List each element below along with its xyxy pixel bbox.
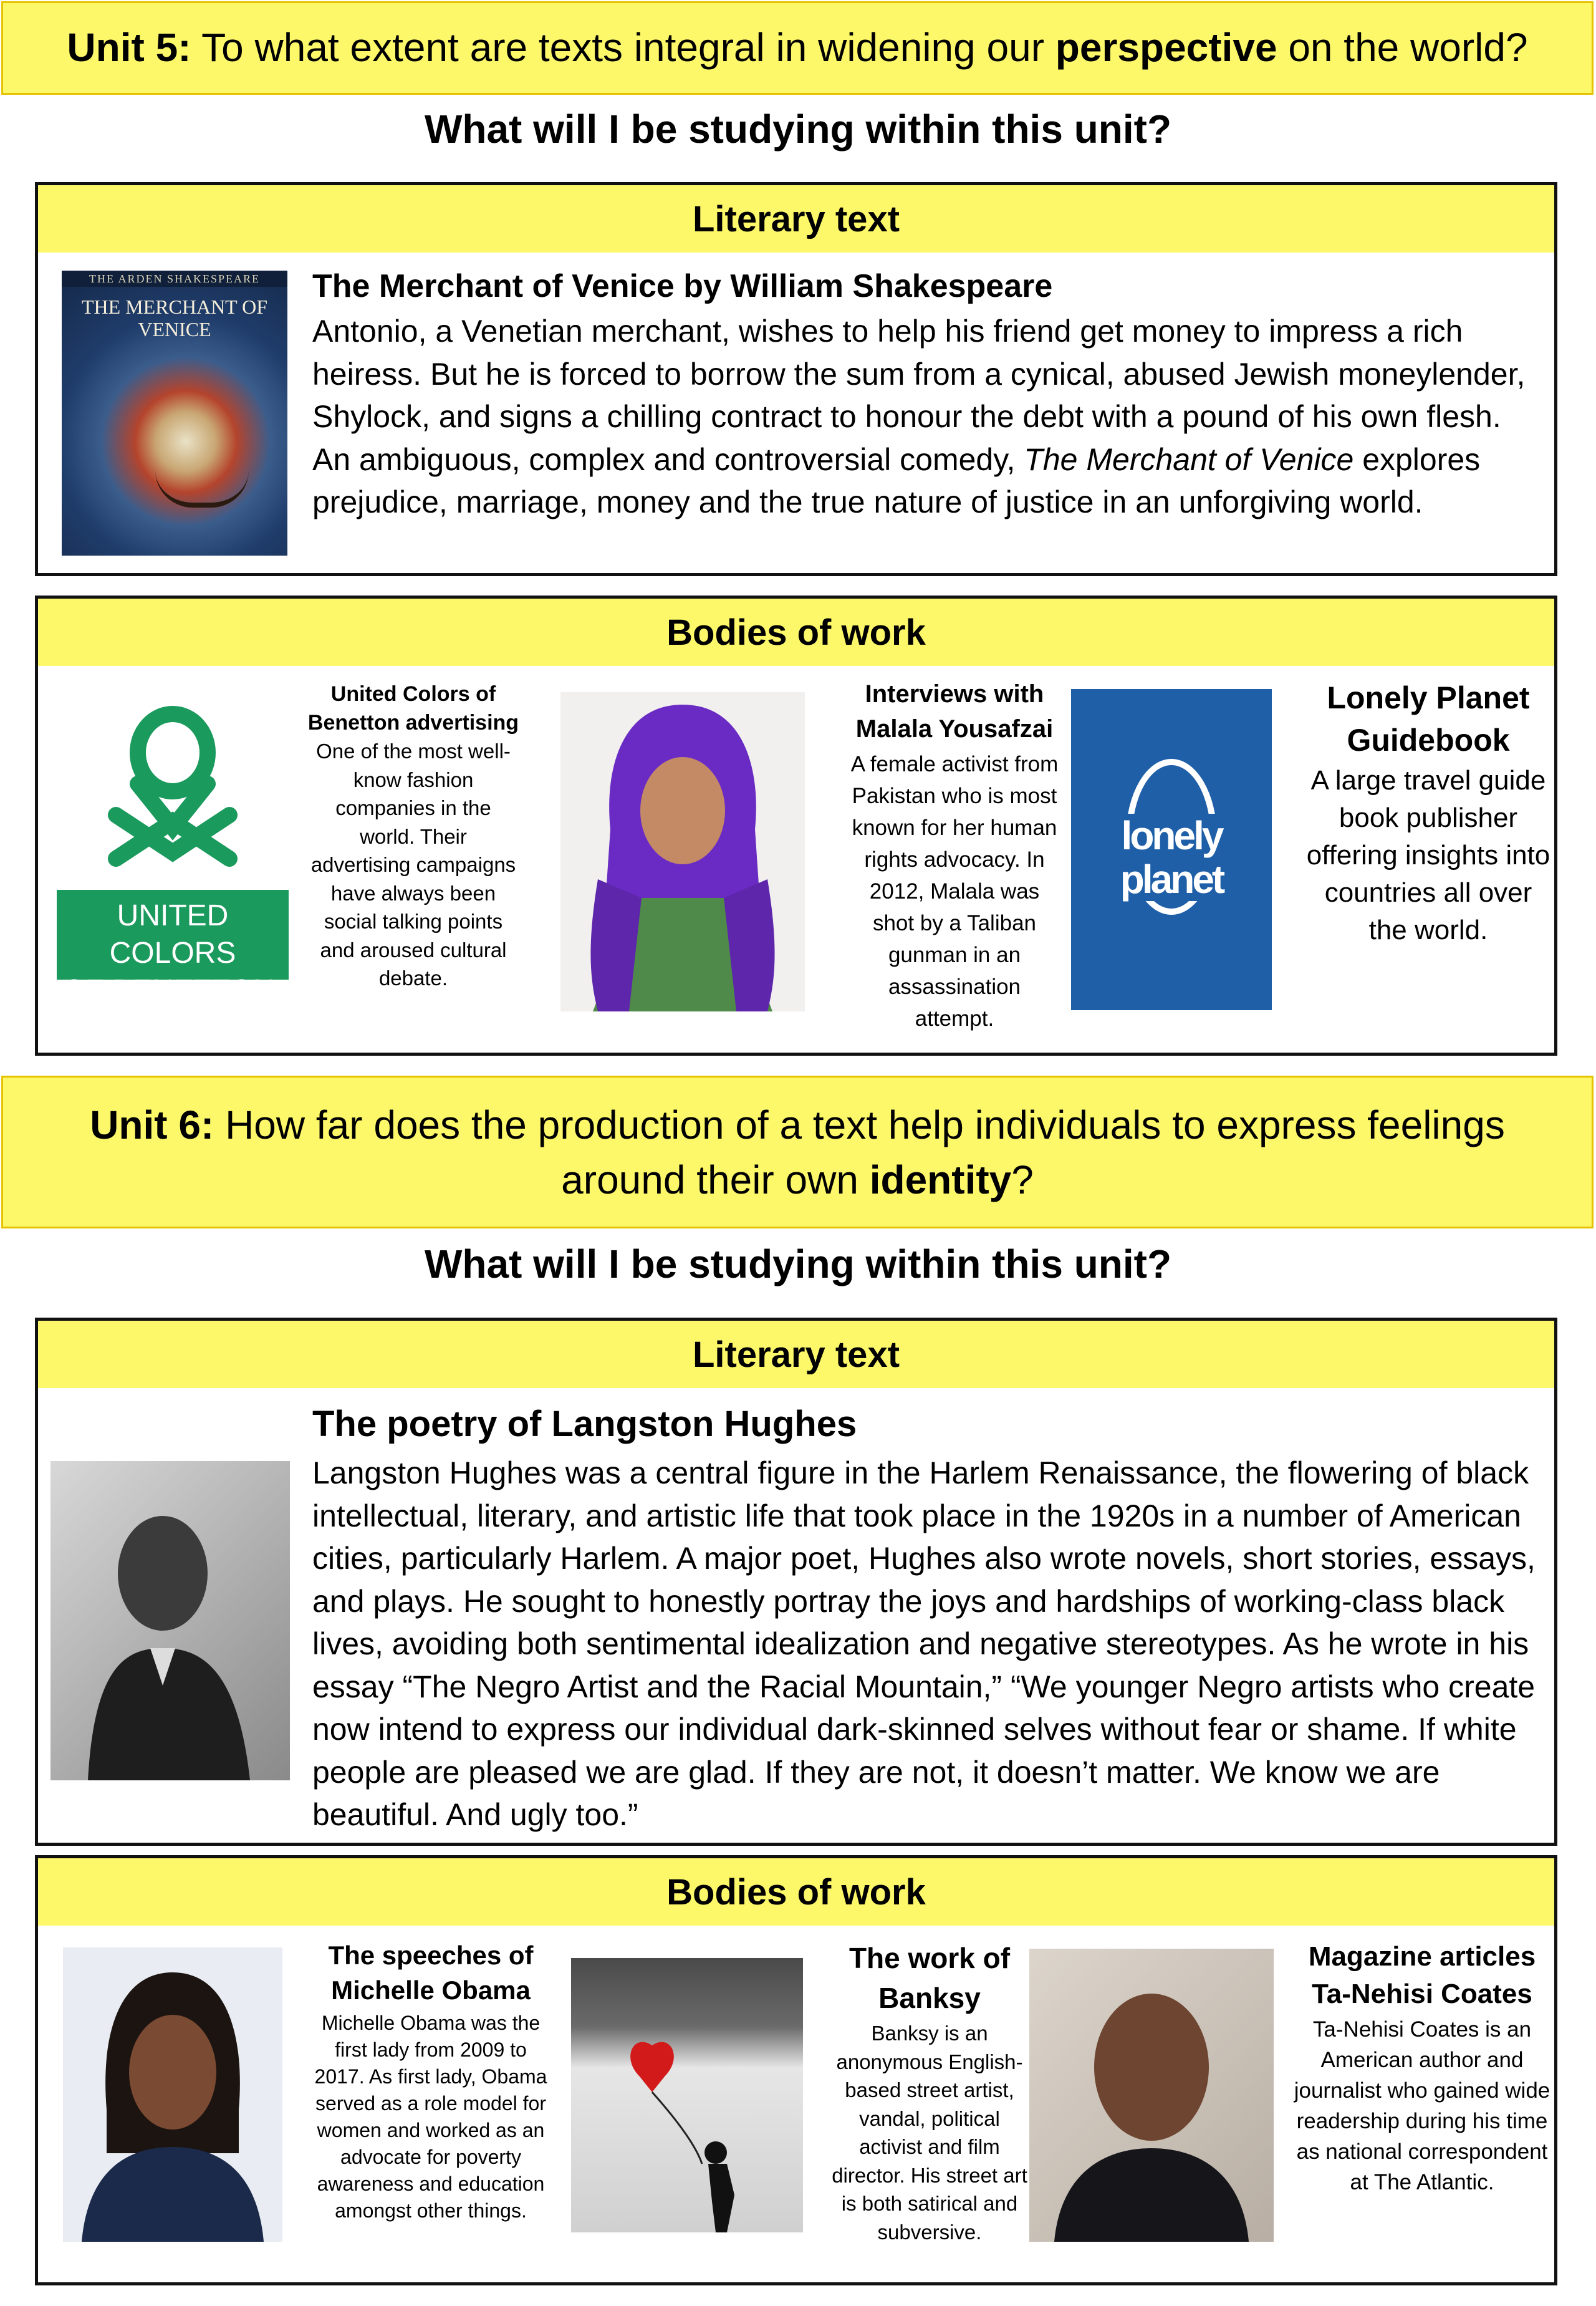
unit-6-literary-title: The poetry of Langston Hughes [312,1404,857,1444]
langston-hughes-photo [50,1461,290,1780]
unit-6-question-post: ? [1011,1157,1034,1202]
michelle-obama-description: Michelle Obama was the first lady from 2009 to 2017. As first lady, Obama served as a role model for women and worked as an advocate for poverty awareness and education amongst other things. [314,2012,547,2222]
unit-6-banner [1,1076,1594,1228]
michelle-obama-portrait-icon [63,1947,282,2242]
ta-nehisi-coates-title: Magazine articles Ta-Nehisi Coates [1308,1941,1536,2009]
lonely-planet-title: Lonely Planet Guidebook [1327,680,1530,758]
unit-5-label: Unit 5: [67,25,191,70]
lonely-planet-logo [1071,689,1272,1010]
benetton-title: United Colors of Benetton advertising [307,682,519,735]
unit-6-literary-box [35,1318,1557,1846]
ta-nehisi-coates-portrait-icon [1029,1949,1274,2242]
malala-description: A female activist from Pakistan who is most known for her human rights advocacy. In 2012, Malala was shot by a Taliban gunman in an assassination attempt. [850,752,1059,1031]
lonely-planet-wordmark: lonely planet [1071,814,1272,901]
unit-5-question-pre: To what extent are texts integral in widening our [191,25,1055,70]
malala-title: Interviews with Malala Yousafzai [855,680,1054,743]
malala-photo [560,692,805,1011]
unit-5-literary-box [35,182,1557,576]
benetton-logo-line1: UNITED COLORS [109,899,236,970]
unit-5-literary-header: Literary text [38,185,1554,253]
unit-5-bodies-box [35,596,1557,1056]
unit-5-bodies-header: Bodies of work [38,599,1554,666]
unit-6-question-bold: identity [869,1157,1012,1202]
langston-hughes-portrait-icon [50,1461,290,1780]
benetton-logo-line2: OF BENETTON. [62,974,283,1007]
unit-5-literary-title: The Merchant of Venice by William Shakespeare [312,268,1053,304]
unit-6-question-pre: How far does the production of a text help individuals to express feelings around their own [214,1102,1505,1202]
banksy-balloon-girl-image [571,1958,803,2232]
merchant-of-venice-cover [62,271,287,556]
ta-nehisi-coates-description: Ta-Nehisi Coates is an American author and journalist who gained wide readership during his time as national correspondent at The Atlantic. [1294,2017,1550,2194]
banksy-description: Banksy is an anonymous English-based street artist, vandal, political activist and film director. His street art is both satirical and subversive. [832,2022,1027,2244]
benetton-knot-icon [57,703,289,890]
unit-6-bodies-box [35,1855,1557,2285]
unit-6-study-heading: What will I be studying within this unit? [424,1242,1172,1286]
unit-5-banner [1,1,1594,95]
unit-5-literary-description [312,310,1541,524]
benetton-logo [57,703,289,1007]
malala-portrait-icon [560,692,805,1011]
cover-publisher: THE ARDEN SHAKESPEARE [62,271,287,287]
unit-5-desc-pre: Antonio, a Venetian merchant, wishes to help his friend get money to impress a rich heiress. But he is forced to borrow the sum from a cynical, abused Jewish moneylender, Shylock, and signs a chilling contract to honour the debt with a pound of his own flesh. An ambiguous, complex and controversial comedy, [312,314,1526,477]
benetton-description: One of the most well-know fashion companies in the world. Their advertising campaigns have always been social talking points and aroused cultural debate. [310,740,516,990]
benetton-logo-plate [57,890,289,1007]
unit-5-desc-post: explores prejudice, marriage, money and the true nature of justice in an unforgiving world. [312,441,1481,519]
michelle-obama-photo [63,1947,282,2242]
unit-5-question-bold: perspective [1055,25,1277,70]
lonely-planet-description: A large travel guide book publisher offering insights into countries all over the world. [1306,765,1550,945]
ta-nehisi-coates-photo [1029,1949,1274,2242]
unit-5-study-heading: What will I be studying within this unit? [424,107,1172,152]
unit-6-label: Unit 6: [90,1102,214,1147]
unit-6-bodies-header: Bodies of work [38,1858,1554,1926]
unit-6-literary-description: Langston Hughes was a central figure in the Harlem Renaissance, the flowering of black intellectual, literary, and artistic life that took place in the 1920s in a number of American cities, particularly Harlem. A major poet, Hughes also wrote novels, short stories, essays, and plays. He sought to honestly portray the joys and hardships of working-class black lives, avoiding both sentimental idealization and negative stereotypes. As he wrote in his essay “The Negro Artist and the Racial Mountain,” “We younger Negro artists who create now intend to express our individual dark-skinned selves without fear or shame. If white people are pleased we are glad. If they are not, it doesn’t matter. We know we are beautiful. And ugly too.” [312,1455,1536,1832]
unit-5-desc-italic: The Merchant of Venice [1024,441,1354,477]
unit-5-question-post: on the world? [1277,25,1528,70]
banksy-title: The work of Banksy [848,1942,1011,2014]
unit-6-literary-header: Literary text [38,1321,1554,1388]
cover-title: THE MERCHANT OF VENICE [81,296,268,340]
cover-ship-icon [155,458,249,508]
banksy-heart-balloon-icon [571,1958,803,2232]
michelle-obama-title: The speeches of Michelle Obama [328,1941,534,2005]
